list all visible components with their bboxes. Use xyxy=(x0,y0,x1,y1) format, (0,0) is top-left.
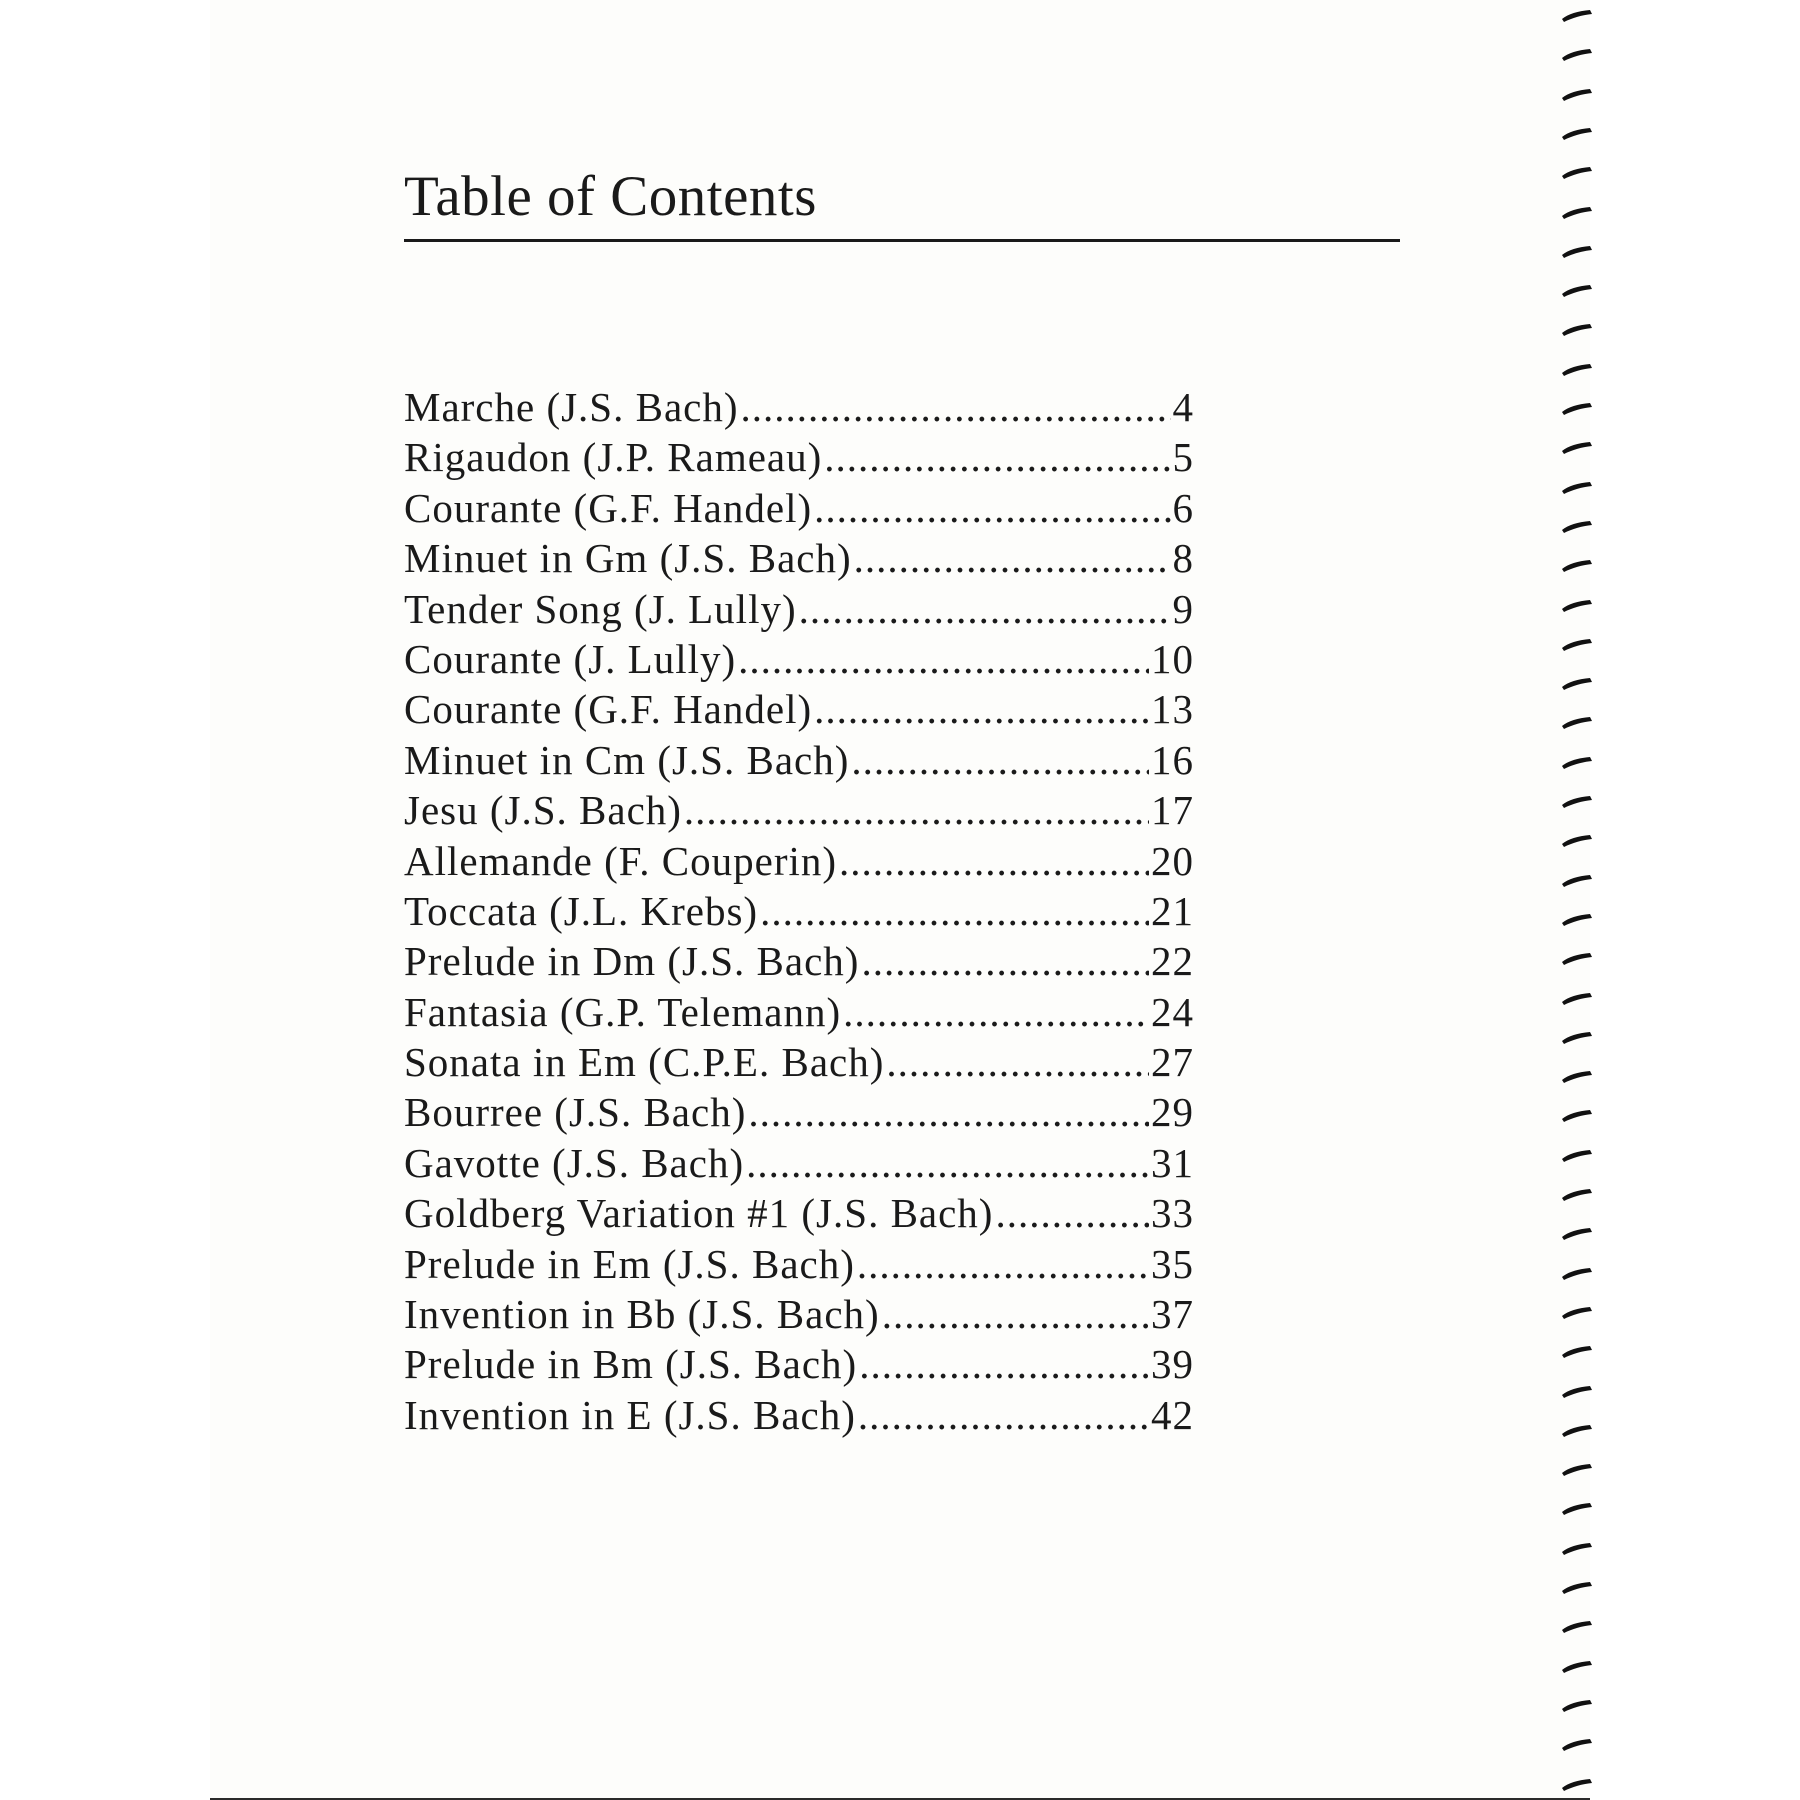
toc-entry xyxy=(404,1240,1194,1290)
toc-entry xyxy=(404,1391,1194,1441)
toc-entry xyxy=(404,1088,1194,1138)
toc-entry xyxy=(404,534,1194,584)
binding-coil-icon xyxy=(1560,637,1594,651)
binding-coil-icon xyxy=(1560,205,1594,219)
dot-leader xyxy=(857,1240,1149,1288)
binding-coil-icon xyxy=(1560,1580,1594,1594)
toc-entry xyxy=(404,786,1194,836)
toc-entry-page-number: 20 xyxy=(1151,837,1194,884)
toc-entry-title: Gavotte (J.S. Bach) xyxy=(404,1139,745,1186)
binding-coil-icon xyxy=(1560,87,1594,101)
toc-entry xyxy=(404,1038,1194,1088)
toc-entry-page-number: 24 xyxy=(1151,988,1194,1035)
binding-coil-icon xyxy=(1560,794,1594,808)
dot-leader xyxy=(746,1139,1149,1187)
dot-leader xyxy=(882,1290,1149,1338)
toc-entry-title: Bourree (J.S. Bach) xyxy=(404,1089,747,1136)
toc-entry xyxy=(404,736,1194,786)
binding-coil-icon xyxy=(1560,676,1594,690)
table-of-contents xyxy=(404,383,1194,1441)
binding-coil-icon xyxy=(1560,755,1594,769)
toc-entry xyxy=(404,937,1194,987)
binding-coil-icon xyxy=(1560,1344,1594,1358)
toc-entry-title: Minuet in Gm (J.S. Bach) xyxy=(404,535,852,582)
toc-entry-title: Rigaudon (J.P. Rameau) xyxy=(404,434,823,481)
toc-entry-page-number: 22 xyxy=(1151,938,1194,985)
toc-entry xyxy=(404,484,1194,534)
toc-entry-page-number: 39 xyxy=(1151,1341,1194,1388)
binding-coil-icon xyxy=(1560,1501,1594,1515)
toc-entry-page-number: 13 xyxy=(1151,686,1194,733)
binding-coil-icon xyxy=(1560,1030,1594,1044)
dot-leader xyxy=(861,937,1149,985)
spiral-binding xyxy=(1560,0,1600,1800)
toc-entry-page-number: 6 xyxy=(1172,484,1194,531)
toc-entry-page-number: 8 xyxy=(1172,535,1194,582)
binding-coil-icon xyxy=(1560,833,1594,847)
binding-coil-icon xyxy=(1560,598,1594,612)
binding-coil-icon xyxy=(1560,165,1594,179)
toc-entry-title: Allemande (F. Couperin) xyxy=(404,837,838,884)
dot-leader xyxy=(741,383,1171,431)
toc-entry-page-number: 33 xyxy=(1151,1190,1194,1237)
toc-entry-page-number: 17 xyxy=(1151,787,1194,834)
binding-coil-icon xyxy=(1560,1462,1594,1476)
dot-leader xyxy=(760,887,1149,935)
dot-leader xyxy=(859,1340,1149,1388)
toc-entry xyxy=(404,383,1194,433)
dot-leader xyxy=(684,786,1149,834)
binding-coil-icon xyxy=(1560,244,1594,258)
toc-entry-page-number: 10 xyxy=(1151,635,1194,682)
binding-coil-icon xyxy=(1560,1226,1594,1240)
binding-coil-icon xyxy=(1560,519,1594,533)
toc-entry xyxy=(404,887,1194,937)
toc-entry-page-number: 4 xyxy=(1172,384,1194,430)
binding-coil-icon xyxy=(1560,1187,1594,1201)
binding-coil-icon xyxy=(1560,322,1594,336)
toc-entry-page-number: 5 xyxy=(1172,434,1194,481)
toc-entry-page-number: 27 xyxy=(1151,1039,1194,1086)
toc-entry-title: Tender Song (J. Lully) xyxy=(404,585,797,632)
binding-coil-icon xyxy=(1560,362,1594,376)
toc-entry-page-number: 21 xyxy=(1151,887,1194,934)
binding-coil-icon xyxy=(1560,1423,1594,1437)
dot-leader xyxy=(858,1391,1149,1439)
toc-entry-title: Prelude in Em (J.S. Bach) xyxy=(404,1240,855,1287)
dot-leader xyxy=(851,736,1149,784)
dot-leader xyxy=(839,837,1149,885)
dot-leader xyxy=(748,1088,1149,1136)
binding-coil-icon xyxy=(1560,1148,1594,1162)
dot-leader xyxy=(995,1189,1149,1237)
binding-coil-icon xyxy=(1560,440,1594,454)
binding-coil-icon xyxy=(1560,991,1594,1005)
toc-entry-page-number: 35 xyxy=(1151,1240,1194,1287)
toc-entry xyxy=(404,433,1194,483)
binding-coil-icon xyxy=(1560,1541,1594,1555)
toc-entry-page-number: 9 xyxy=(1172,585,1194,632)
binding-coil-icon xyxy=(1560,126,1594,140)
toc-entry-page-number: 37 xyxy=(1151,1291,1194,1338)
binding-coil-icon xyxy=(1560,1384,1594,1398)
binding-coil-icon xyxy=(1560,1619,1594,1633)
binding-coil-icon xyxy=(1560,1305,1594,1319)
binding-coil-icon xyxy=(1560,1777,1594,1791)
dot-leader xyxy=(854,534,1171,582)
toc-entry-title: Jesu (J.S. Bach) xyxy=(404,787,682,834)
binding-coil-icon xyxy=(1560,480,1594,494)
toc-entry-title: Courante (J. Lully) xyxy=(404,635,737,682)
toc-entry xyxy=(404,685,1194,735)
dot-leader xyxy=(799,585,1171,633)
toc-entry-title: Minuet in Cm (J.S. Bach) xyxy=(404,736,850,783)
binding-coil-icon xyxy=(1560,283,1594,297)
dot-leader xyxy=(814,685,1149,733)
toc-entry xyxy=(404,635,1194,685)
dot-leader xyxy=(814,484,1170,532)
toc-entry-title: Invention in E (J.S. Bach) xyxy=(404,1391,856,1438)
toc-entry xyxy=(404,1340,1194,1390)
binding-coil-icon xyxy=(1560,1737,1594,1751)
binding-coil-icon xyxy=(1560,8,1594,22)
toc-entry-title: Marche (J.S. Bach) xyxy=(404,384,739,430)
toc-entry-title: Toccata (J.L. Krebs) xyxy=(404,887,759,934)
toc-entry-page-number: 29 xyxy=(1151,1089,1194,1136)
toc-entry-title: Prelude in Bm (J.S. Bach) xyxy=(404,1341,858,1388)
toc-entry-title: Prelude in Dm (J.S. Bach) xyxy=(404,938,860,985)
toc-entry-page-number: 42 xyxy=(1151,1391,1194,1438)
dot-leader xyxy=(824,433,1170,481)
binding-coil-icon xyxy=(1560,1659,1594,1673)
toc-entry-title: Sonata in Em (C.P.E. Bach) xyxy=(404,1039,885,1086)
binding-coil-icon xyxy=(1560,401,1594,415)
toc-entry-title: Courante (G.F. Handel) xyxy=(404,484,813,531)
toc-entry xyxy=(404,1189,1194,1239)
dot-leader xyxy=(738,635,1149,683)
toc-entry-page-number: 31 xyxy=(1151,1139,1194,1186)
binding-coil-icon xyxy=(1560,47,1594,61)
binding-coil-icon xyxy=(1560,1698,1594,1712)
title-underline xyxy=(404,239,1400,242)
binding-coil-icon xyxy=(1560,1108,1594,1122)
binding-coil-icon xyxy=(1560,715,1594,729)
dot-leader xyxy=(843,988,1149,1036)
toc-entry-page-number: 16 xyxy=(1151,736,1194,783)
page-title: Table of Contents xyxy=(404,165,817,228)
binding-coil-icon xyxy=(1560,558,1594,572)
toc-entry xyxy=(404,988,1194,1038)
toc-entry-title: Fantasia (G.P. Telemann) xyxy=(404,988,842,1035)
binding-coil-icon xyxy=(1560,912,1594,926)
toc-entry xyxy=(404,837,1194,887)
toc-entry xyxy=(404,1290,1194,1340)
toc-entry-title: Goldberg Variation #1 (J.S. Bach) xyxy=(404,1190,994,1237)
binding-coil-icon xyxy=(1560,873,1594,887)
dot-leader xyxy=(886,1038,1149,1086)
toc-entry-title: Courante (G.F. Handel) xyxy=(404,686,813,733)
binding-coil-icon xyxy=(1560,1266,1594,1280)
toc-entry xyxy=(404,585,1194,635)
binding-coil-icon xyxy=(1560,1069,1594,1083)
toc-entry xyxy=(404,1139,1194,1189)
binding-coil-icon xyxy=(1560,951,1594,965)
toc-entry-title: Invention in Bb (J.S. Bach) xyxy=(404,1291,880,1338)
